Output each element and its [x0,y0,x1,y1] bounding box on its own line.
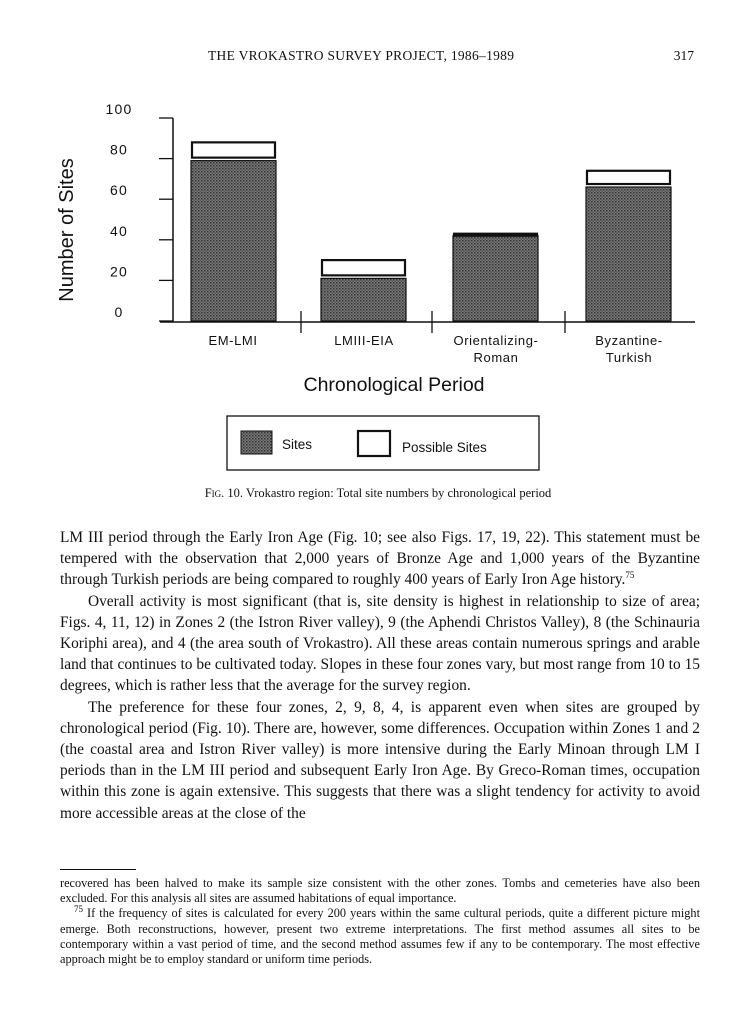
y-tick-label: 60 [110,182,128,199]
x-axis-label: Chronological Period [303,374,485,396]
paragraph: The preference for these four zones, 2, 9, 8, 4, is apparent even when sites are grouped by chronological period (Fig. 10). There are, however, some differences. Occupation within Zones 1 and 2 (the coastal area and Istron River valley) is more intensive during the Early Minoan through LM I periods than in the LM III period and subsequent Early Iron Age. By Greco-Roman times, occupation within this zone is again extensive. This suggests that there was a slight tendency for activity to avoid more accessible areas at the close of the [60,698,700,822]
paragraph [60,527,700,591]
footnote-ref: 75 [625,570,635,581]
y-tick-label: 100 [105,101,133,117]
bars [191,142,671,321]
y-tick-label: 20 [110,263,128,280]
footnote-rule [60,869,136,870]
footnote [60,906,700,967]
x-category-label: Byzantine- [595,333,663,348]
figure-caption [0,486,756,501]
paragraph-text: LM III period through the Early Iron Age (Fig. 10; see also Figs. 17, 19, 22). This statement must be tempered with the observation that 2,000 years of Bronze Age and 1,000 years of the Byzantine through Turkish periods are being compared to roughly 400 years of Early Iron Age history. [60,529,700,589]
body-text [60,527,700,824]
y-axis-label: Number of Sites [56,158,78,302]
bar-possible-sites [454,234,537,236]
legend [227,416,539,470]
bar-sites [321,278,406,321]
bar-possible-sites [587,171,670,184]
x-category-label: Orientalizing- [453,333,539,348]
figure-10-chart [0,0,756,480]
legend-label-sites: Sites [282,437,313,452]
y-tick-label: 0 [114,304,124,320]
legend-swatch-sites [241,431,272,454]
bar-sites [191,161,276,321]
bar-sites [453,236,538,321]
bar-possible-sites [192,142,275,157]
x-category-label: Turkish [605,350,653,365]
footnote-number: 75 [74,904,83,915]
x-category-label: EM-LMI [208,333,258,348]
x-category-label: Roman [473,350,519,365]
footnote: recovered has been halved to make its sample size consistent with the other zones. Tombs and cemeteries have also been excluded. For this analysis all sites are assumed habitations of equal importance. [60,876,700,906]
bar-sites [586,187,671,321]
y-axis [106,101,173,322]
bar-possible-sites [322,260,405,275]
running-title: THE VROKASTRO SURVEY PROJECT, 1986–1989 [208,48,515,63]
page-number: 317 [673,48,694,63]
x-category-label: LMIII-EIA [334,333,394,348]
legend-swatch-possible [358,431,390,456]
paragraph: Overall activity is most significant (that is, site density is highest in relationship to size of area; Figs. 4, 11, 12) in Zones 2 (the Istron River valley), 9 (the Aphendi Christos Valley), 8 (the Schinauria Koriphi area), and 4 (the area south of Vrokastro). All these areas contain numerous springs and arable land that continues to be cultivated today. Slopes in these four zones vary, but most range from 10 to 15 degrees, which is rather less that the average for the survey region. [60,592,700,695]
y-tick-label: 40 [110,222,128,239]
footnote-text: If the frequency of sites is calculated for every 200 years within the same cultural periods, quite a different picture might emerge. Both reconstructions, however, present two extreme interpretations. The first method assumes all sites to be contemporary within a vast period of time, and the second method assumes few if any to be contemporary. The most effective approach might be to employ standard or uniform time periods. [60,906,700,967]
figure-label: Fig. 10. [204,486,244,500]
figure-caption-text: Vrokastro region: Total site numbers by chronological period [245,486,552,500]
category-labels [208,333,662,365]
legend-label-possible: Possible Sites [402,440,487,455]
footnotes [60,876,700,967]
y-tick-label: 80 [110,141,128,158]
